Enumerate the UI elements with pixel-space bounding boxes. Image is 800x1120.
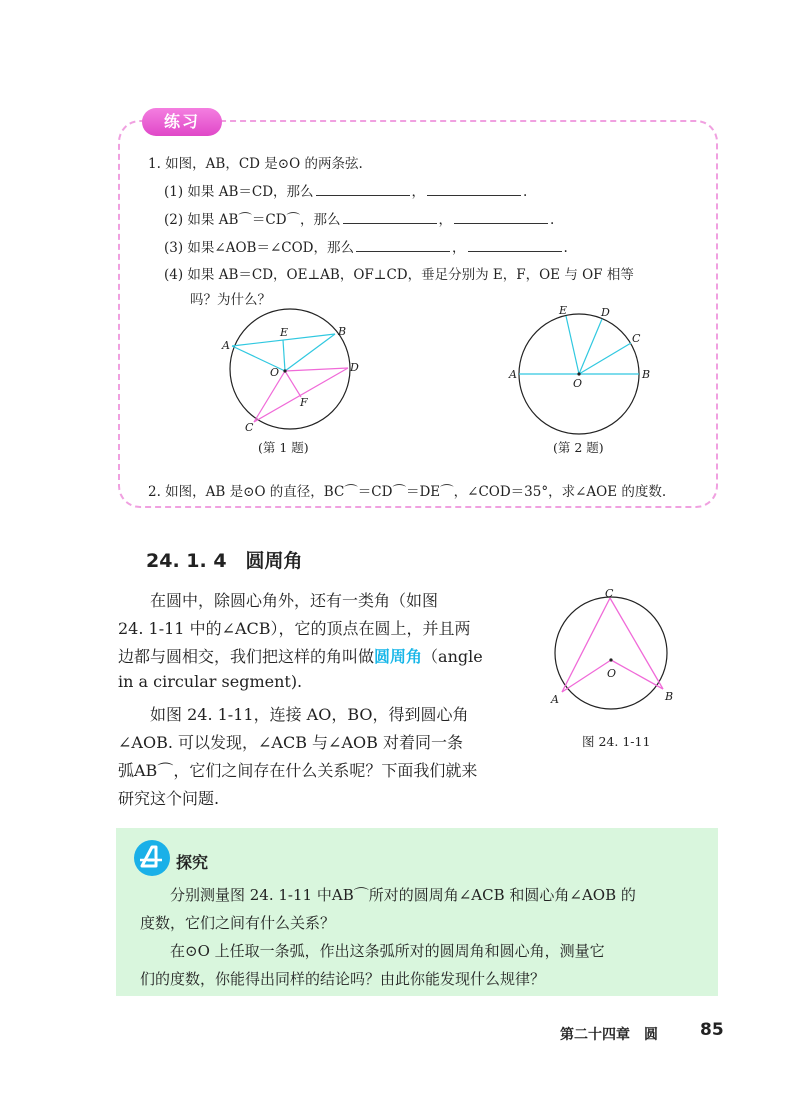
p1-line3 — [118, 644, 483, 667]
q1-1-text: (1) 如果 AB＝CD，那么 — [164, 184, 314, 200]
explore-line4: 们的度数，你能得出同样的结论吗？由此你能发现什么规律？ — [140, 970, 546, 988]
p2-line4: 研究这个问题. — [118, 789, 220, 808]
label-d: D — [601, 306, 610, 319]
p2-line2: ∠AOB. 可以发现，∠ACB 与∠AOB 对着同一条 — [118, 733, 463, 752]
label-c: C — [605, 588, 614, 600]
center-dot — [283, 369, 286, 372]
chord-ca — [562, 598, 610, 692]
label-d: D — [350, 361, 359, 374]
label-f: F — [300, 396, 308, 409]
segment-of — [285, 371, 301, 397]
end: . — [563, 240, 568, 256]
explore-title: 探究 — [176, 853, 209, 872]
label-e: E — [559, 304, 568, 317]
fig1-caption: (第 1 题) — [258, 440, 309, 455]
p1-line1: 在圆中，除圆心角外，还有一类角（如图 — [150, 591, 439, 610]
radius-od — [579, 319, 602, 374]
figure-24-1-11 — [545, 588, 685, 716]
label-o: O — [607, 667, 617, 680]
radius-oe — [566, 316, 579, 374]
blank — [356, 237, 450, 252]
circle-o — [555, 597, 667, 709]
p1-line3-post: （angle — [422, 647, 483, 666]
explore-line1: 分别测量图 24. 1-11 中AB⌒所对的圆周角∠ACB 和圆心角∠AOB 的 — [170, 886, 636, 904]
section-title: 24. 1. 4 圆周角 — [146, 550, 303, 572]
center-dot — [577, 372, 580, 375]
label-b: B — [665, 690, 674, 703]
label-c: C — [245, 421, 254, 434]
sep: ， — [411, 184, 426, 200]
end: . — [523, 184, 528, 200]
figure-q1 — [210, 305, 370, 435]
blank — [343, 209, 437, 224]
radius-oc — [579, 343, 631, 374]
end: . — [550, 212, 555, 228]
blank — [316, 181, 410, 196]
figure-caption: 图 24. 1-11 — [582, 734, 651, 749]
label-a: A — [509, 368, 517, 381]
label-a: A — [222, 339, 230, 352]
figure-q2 — [505, 300, 665, 435]
label-o: O — [270, 366, 280, 379]
radius-ao — [562, 660, 611, 692]
explore-line2: 度数，它们之间有什么关系？ — [140, 914, 336, 932]
label-b: B — [642, 368, 651, 381]
label-e: E — [280, 326, 289, 339]
p1-line2: 24. 1-11 中的∠ACB），它的顶点在圆上，并且两 — [118, 619, 471, 638]
label-a: A — [551, 693, 559, 706]
q1-3-text: (3) 如果∠AOB＝∠COD，那么 — [164, 240, 354, 256]
practice-tag: 练习 — [142, 108, 222, 136]
chord-cd — [254, 368, 348, 422]
label-c: C — [632, 332, 641, 345]
q1-1 — [164, 180, 527, 200]
sep: ， — [438, 212, 453, 228]
sep: ， — [452, 240, 466, 256]
p2-line1: 如图 24. 1-11，连接 AO，BO，得到圆心角 — [150, 705, 469, 724]
segment-do — [285, 368, 348, 371]
segment-oe — [283, 340, 285, 371]
page-number: 85 — [700, 1020, 724, 1040]
chord-cb — [610, 598, 663, 689]
fig2-caption: (第 2 题) — [553, 440, 604, 455]
q1-4-line1: (4) 如果 AB＝CD，OE⊥AB，OF⊥CD，垂足分别为 E，F，OE 与 OF 相等 — [164, 267, 634, 283]
q2: 2. 如图，AB 是⊙O 的直径，BC⌒＝CD⌒＝DE⌒，∠COD＝35°，求∠AOE 的度数. — [148, 484, 667, 500]
blank — [468, 237, 562, 252]
p1-line4: in a circular segment). — [118, 672, 303, 691]
q1-3 — [164, 236, 568, 256]
blank — [454, 209, 548, 224]
p2-line3: 弧AB⌒，它们之间存在什么关系呢？下面我们就来 — [118, 761, 478, 780]
q1-intro: 1. 如图，AB，CD 是⊙O 的两条弦. — [148, 156, 363, 172]
blank — [427, 181, 521, 196]
explore-line3: 在⊙O 上任取一条弧，作出这条弧所对的圆周角和圆心角，测量它 — [170, 942, 605, 960]
explore-icon — [132, 838, 172, 878]
label-b: B — [338, 325, 347, 338]
q1-2 — [164, 208, 554, 228]
label-o: O — [573, 377, 583, 390]
q1-4-line2: 吗？为什么？ — [190, 292, 271, 308]
q1-2-text: (2) 如果 AB⌒＝CD⌒，那么 — [164, 212, 341, 228]
footer-chapter: 第二十四章 圆 — [560, 1027, 658, 1043]
p1-line3-pre: 边都与圆相交，我们把这样的角叫做 — [118, 647, 375, 666]
term-inscribed-angle: 圆周角 — [374, 647, 423, 666]
center-dot — [609, 658, 612, 661]
